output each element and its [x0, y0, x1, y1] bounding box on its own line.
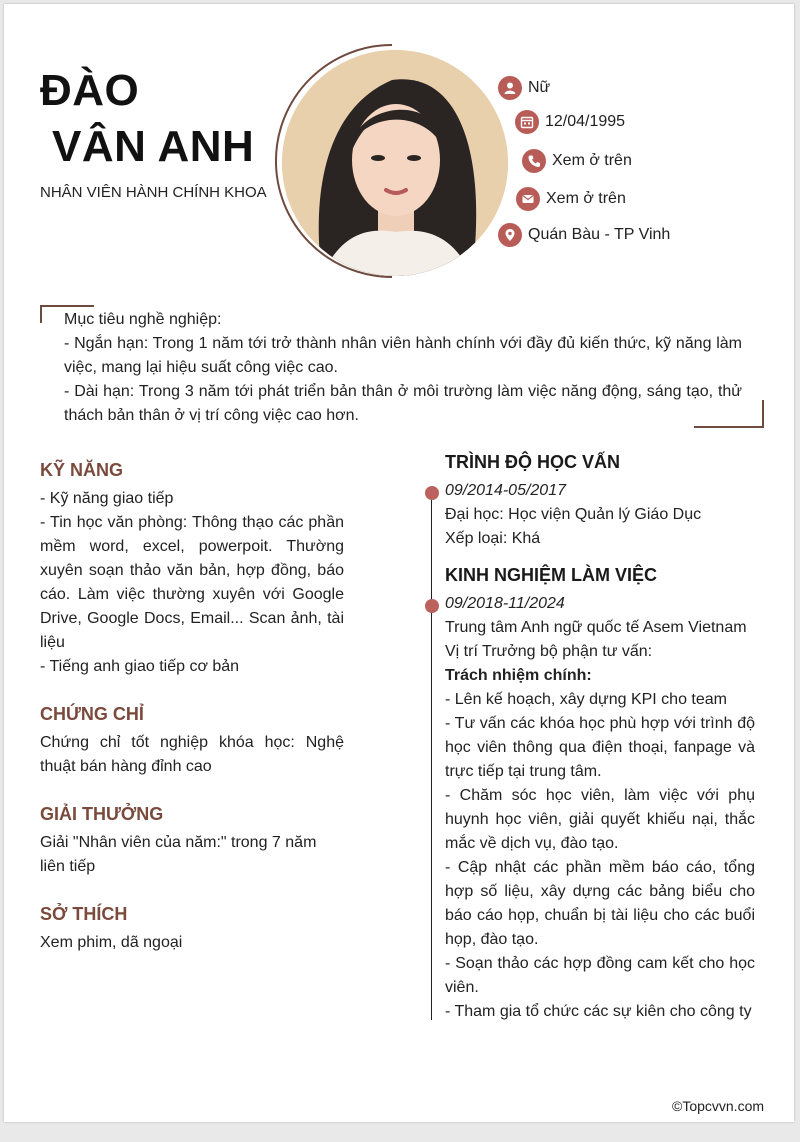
contact-gender-row — [498, 76, 550, 100]
education-section — [445, 452, 755, 551]
experience-timeline-dot — [425, 599, 439, 613]
name-line-1: ĐÀO — [40, 66, 140, 115]
duty-item: - Chăm sóc học viên, làm việc với phụ huynh học viên, giải quyết khiếu nại, thắc mắc về dịch vụ, đào tạo. — [445, 787, 755, 852]
skills-title: KỸ NĂNG — [40, 460, 124, 480]
awards-title: GIẢI THƯỞNG — [40, 804, 164, 824]
cv-page — [4, 4, 794, 1122]
left-column — [40, 460, 344, 955]
education-timeline-dot — [425, 486, 439, 500]
education-school: Đại học: Học viện Quản lý Giáo Dục — [445, 506, 702, 523]
objective-label: Mục tiêu nghề nghiệp: — [64, 311, 222, 328]
certificates-text: Chứng chỉ tốt nghiệp khóa học: Nghệ thuật bán hàng đỉnh cao — [40, 734, 344, 775]
duty-item: - Soạn thảo các hợp đồng cam kết cho học viên. — [445, 955, 755, 996]
profile-photo — [282, 50, 508, 276]
contact-dob-row — [515, 110, 625, 134]
hobbies-text: Xem phim, dã ngoại — [40, 934, 183, 951]
hobbies-title: SỞ THÍCH — [40, 904, 128, 924]
duty-item: - Cập nhật các phần mềm báo cáo, tổng hợp số liệu, xây dựng các bảng biểu cho báo cáo họp, chuẩn bị tài liệu cho các buổi họp, đào tạo. — [445, 859, 755, 948]
duty-item: - Lên kế hoạch, xây dựng KPI cho team — [445, 691, 727, 708]
experience-date: 09/2018-11/2024 — [445, 595, 565, 612]
contact-gender: Nữ — [528, 79, 551, 96]
education-title: TRÌNH ĐỘ HỌC VẤN — [445, 452, 620, 472]
contact-email: Xem ở trên — [546, 190, 626, 207]
job-title: NHÂN VIÊN HÀNH CHÍNH KHOA — [40, 184, 267, 201]
objective-short-term: - Ngắn hạn: Trong 1 năm tới trở thành nhân viên hành chính với đầy đủ kiến thức, kỹ năng làm việc, mang lại hiệu suất công việc cao. — [64, 335, 742, 376]
experience-title: KINH NGHIỆM LÀM VIỆC — [445, 565, 658, 585]
email-icon — [516, 187, 540, 211]
education-date: 09/2014-05/2017 — [445, 482, 566, 499]
experience-company: Trung tâm Anh ngữ quốc tế Asem Vietnam — [445, 619, 747, 636]
career-objective — [64, 308, 742, 428]
contact-dob: 12/04/1995 — [545, 113, 626, 130]
phone-icon — [522, 149, 546, 173]
skill-item: - Tiếng anh giao tiếp cơ bản — [40, 658, 240, 675]
duty-item: - Tư vấn các khóa học phù hợp với trình độ học viên thông qua điện thoại, fanpage và trực tiếp tại trung tâm. — [445, 715, 755, 780]
calendar-icon — [515, 110, 539, 134]
contact-phone: Xem ở trên — [552, 152, 632, 169]
contact-address-row — [498, 223, 670, 247]
skill-item: - Tin học văn phòng: Thông thạo các phần mềm word, excel, powerpoit. Thường xuyên soạn thảo văn bản, hợp đồng, báo cáo. Làm việc thường xuyên với Google Drive, Google Docs, Email... Scan ảnh, tài liệu — [40, 514, 344, 651]
objective-long-term: - Dài hạn: Trong 3 năm tới phát triển bản thân ở môi trường làm việc năng động, sáng tạo, thử thách bản thân ở vị trí công việc cao hơn. — [64, 383, 742, 424]
experience-position: Vị trí Trưởng bộ phận tư vấn: — [445, 643, 653, 660]
timeline-line — [431, 493, 432, 1020]
experience-section — [445, 565, 755, 1024]
skills-list — [40, 487, 344, 679]
contact-email-row — [516, 187, 626, 211]
name-line-2: VÂN ANH — [52, 122, 255, 171]
location-pin-icon — [498, 223, 522, 247]
education-rank: Xếp loại: Khá — [445, 530, 541, 547]
contact-phone-row — [522, 149, 632, 173]
footer-credit: ©Topcvvn.com — [672, 1098, 765, 1114]
user-icon — [498, 76, 522, 100]
awards-text: Giải "Nhân viên của năm:" trong 7 năm liên tiếp — [40, 834, 317, 875]
skill-item: - Kỹ năng giao tiếp — [40, 490, 174, 507]
certificates-title: CHỨNG CHỈ — [40, 704, 144, 724]
contact-address: Quán Bàu - TP Vinh — [528, 226, 671, 243]
experience-duties-label: Trách nhiệm chính: — [445, 667, 592, 684]
duty-item: - Tham gia tổ chức các sự kiên cho công ty — [445, 1003, 752, 1020]
